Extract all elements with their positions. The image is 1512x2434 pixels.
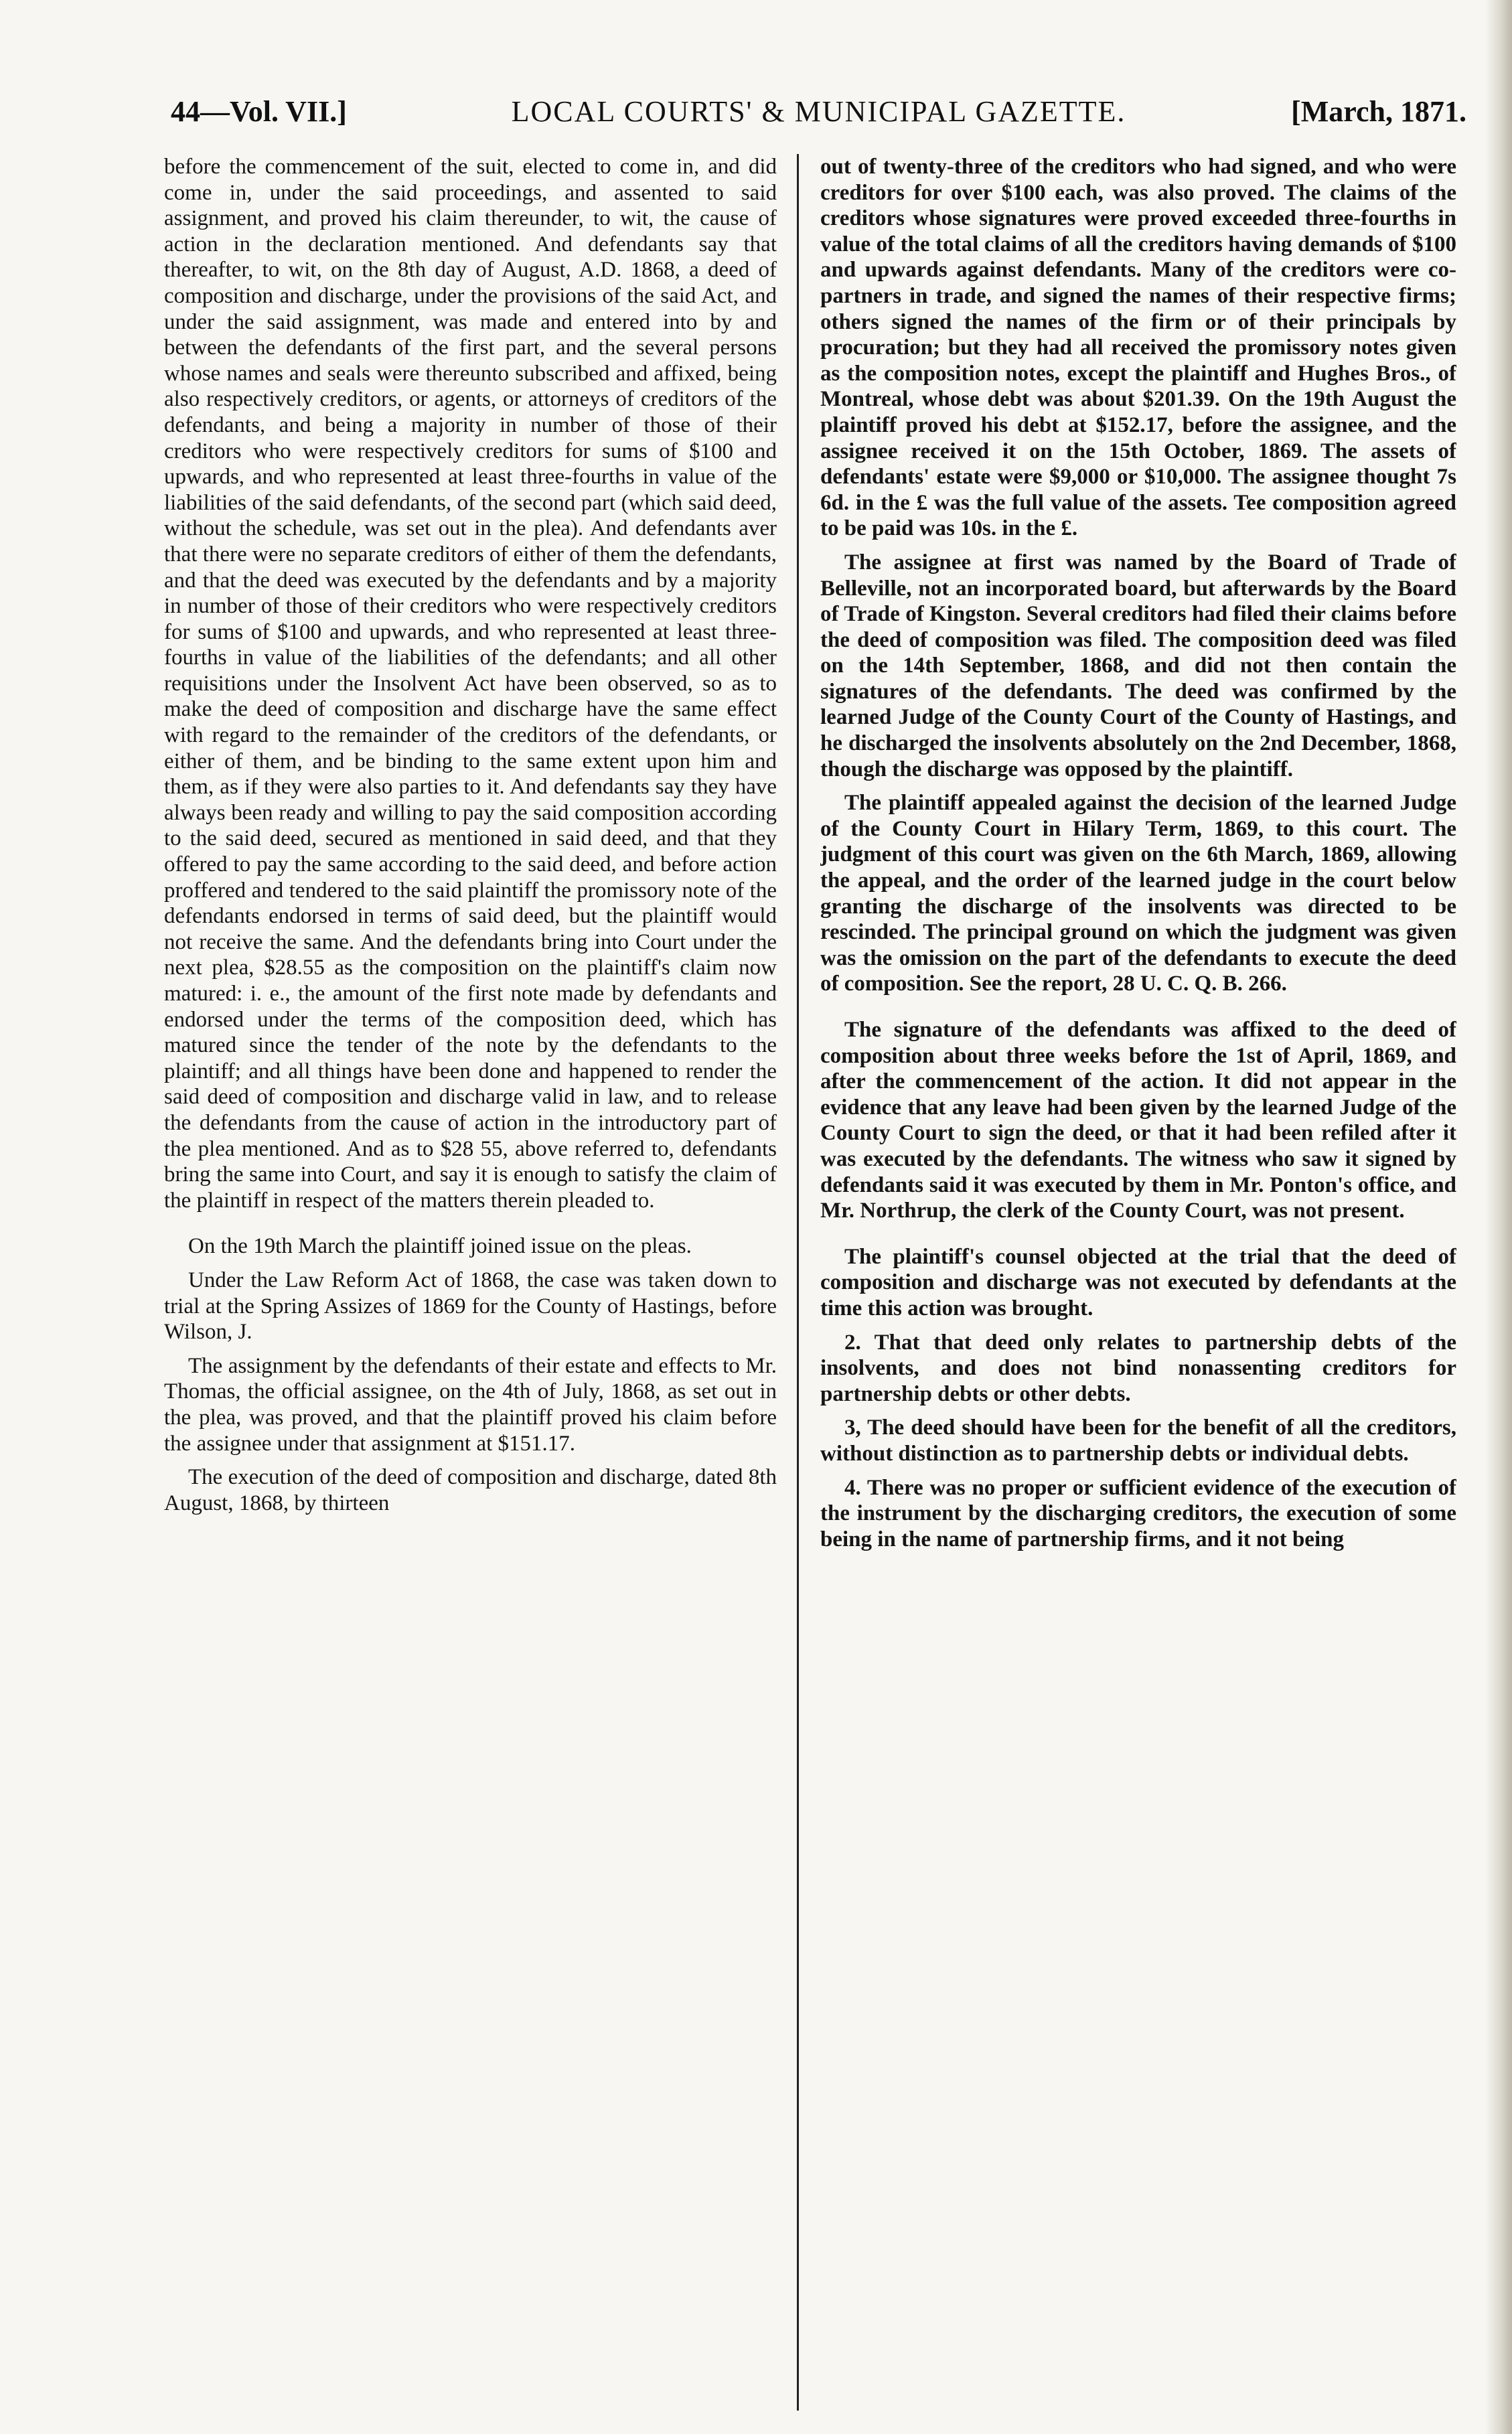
paragraph-plea-continued: before the commencement of the suit, elected to come in, and did come in, under the said proceedings, and assented to said assignment, and proved his claim thereunder, to wit, the cause of action in the declaration mentioned. And defendants say that thereafter, to wit, on the 8th day of August, A.D. 1868, a deed of composition and discharge, under the provisions of the said Act, and under the said assignment, was made and entered into by and between the defendants of the first part, and the several persons whose names and seals were thereunto subscribed and affixed, being also respectively creditors, or agents, or attorneys of creditors of the defendants, and being a majority in number of those of their creditors who were respectively creditors for sums of $100 and upwards, and who represented at least three-fourths in value of the liabilities of the said defendants, of the second part (which said deed, without the schedule, was set out in the plea). And defendants aver that there were no separate creditors of either of them the defendants, and that the deed was executed by the defendants and by a majority in number of those of their creditors who were respectively creditors for sums of $100 and upwards, and who represented at least three-fourths in value of the liabilities of the defendants; and all other requisitions under the Insolvent Act have been observed, so as to make the deed of composition and discharge have the same effect with regard to the remainder of the creditors of the defendants, or either of them, and be binding to the same extent upon him and them, as if they were also parties to it. And defendants say they have always been ready and willing to pay the said composition according to the said deed, secured as mentioned in said deed, and that they offered to pay the same according to the said deed, and before action proffered and tendered to the said plaintiff the promissory note of the defendants endorsed in terms of said deed, but the plaintiff would not receive the same. And the defendants bring into Court under the next plea, $28.55 as the composition on the plaintiff's claim now matured: i. e., the amount of the first note made by defendants and endorsed under the terms of the composition deed, which has matured since the tender of the note by the defendants to the plaintiff; and all things have been done and happened to render the said deed of composition and discharge valid in law, and to release the defendants from the cause of action in the introductory part of the plea mentioned. And as to $28 55, above referred to, defendants bring the same into Court, and say it is enough to satisfy the claim of the plaintiff in respect of the matters therein pleaded to.	[164, 155, 777, 1213]
paragraph-assignment: The assignment by the defendants of their estate and effects to Mr. Thomas, the official assignee, on the 4th of July, 1868, as set out in the plea, was proved, and that the plaintiff proved his claim before the assignee under that assignment at $151.17.	[164, 1353, 777, 1456]
page-edge-shadow	[1485, 0, 1512, 2434]
column-divider	[797, 154, 799, 2411]
paragraph-appeal: The plaintiff appealed against the decision of the learned Judge of the County Court in Hilary Term, 1869, to this court. The judgment of this court was given on the 6th March, 1869, allowing the appeal, and the order of the learned judge in the court below granting the discharge of the insolvents was directed to be rescinded. The principal ground on which the judgment was given was the omission on the part of the defendants to execute the deed of composition. See the report, 28 U. C. Q. B. 266.	[820, 791, 1456, 996]
paragraph-objection-3: 3, The deed should have been for the benefit of all the creditors, without distinction as to partnership debts or individual debts.	[820, 1416, 1456, 1466]
issue-date: [March, 1871.	[1291, 95, 1466, 128]
paragraph-creditors: out of twenty-three of the creditors who had signed, and who were creditors for over $100 each, was also proved. The claims of the creditors whose signatures were proved exceeded three-fourths in value of the total claims of all the creditors having demands of $100 and upwards against defendants. Many of the creditors were co-partners in trade, and signed the names of their respective firms; others signed the names of the firm or of their principals by procuration; but they had all received the promissory notes given as the composition notes, except the plaintiff and Hughes Bros., of Montreal, whose debt was about $201.39. On the 19th August the plaintiff proved his debt at $152.17, before the assignee, and the assignee received it on the 15th October, 1869. The assets of defendants' estate were $9,000 or $10,000. The assignee thought 7s 6d. in the £ was the full value of the assets. Tee composition agreed to be paid was 10s. in the £.	[820, 155, 1456, 541]
paragraph-signature: The signature of the defendants was affixed to the deed of composition about three weeks before the 1st of April, 1869, and after the commencement of the action. It did not appear in the evidence that any leave had been given by the learned Judge of the County Court to sign the deed, or that it had been refiled after it was executed by the defendants. The witness who saw it signed by defendants said it was executed by them in Mr. Ponton's office, and Mr. Northrup, the clerk of the County Court, was not present.	[820, 1018, 1456, 1223]
paragraph-objection-4: 4. There was no proper or sufficient evidence of the execution of the instrument by the discharging creditors, the execution of some being in the name of partnership firms, and it not being	[820, 1475, 1456, 1551]
volume-page-label: 44—Vol. VII.]	[171, 95, 347, 128]
paragraph-execution: The execution of the deed of composition and discharge, dated 8th August, 1868, by thirteen	[164, 1465, 777, 1515]
left-column	[164, 154, 777, 2411]
publication-title: LOCAL COURTS' & MUNICIPAL GAZETTE.	[511, 95, 1126, 128]
running-head	[171, 88, 1466, 135]
right-column	[820, 154, 1456, 2411]
paragraph-trial: Under the Law Reform Act of 1868, the case was taken down to trial at the Spring Assizes of 1869 for the County of Hastings, before Wilson, J.	[164, 1268, 777, 1345]
paragraph-joined-issue: On the 19th March the plaintiff joined issue on the pleas.	[188, 1234, 692, 1259]
paragraph-objection-1: The plaintiff's counsel objected at the trial that the deed of composition and discharge was not executed by defendants at the time this action was brought.	[820, 1244, 1456, 1320]
paragraph-objection-2: 2. That that deed only relates to partnership debts of the insolvents, and does not bind nonassenting creditors for partnership debts or other debts.	[820, 1330, 1456, 1406]
paragraph-assignee-named: The assignee at first was named by the Board of Trade of Belleville, not an incorporated board, but afterwards by the Board of Trade of Kingston. Several creditors had filed their claims before the deed of composition was filed. The composition deed was filed on the 14th September, 1868, and did not then contain the signatures of the defendants. The deed was confirmed by the learned Judge of the County Court of the County of Hastings, and he discharged the insolvents absolutely on the 2nd December, 1868, though the discharge was opposed by the plaintiff.	[820, 550, 1456, 781]
